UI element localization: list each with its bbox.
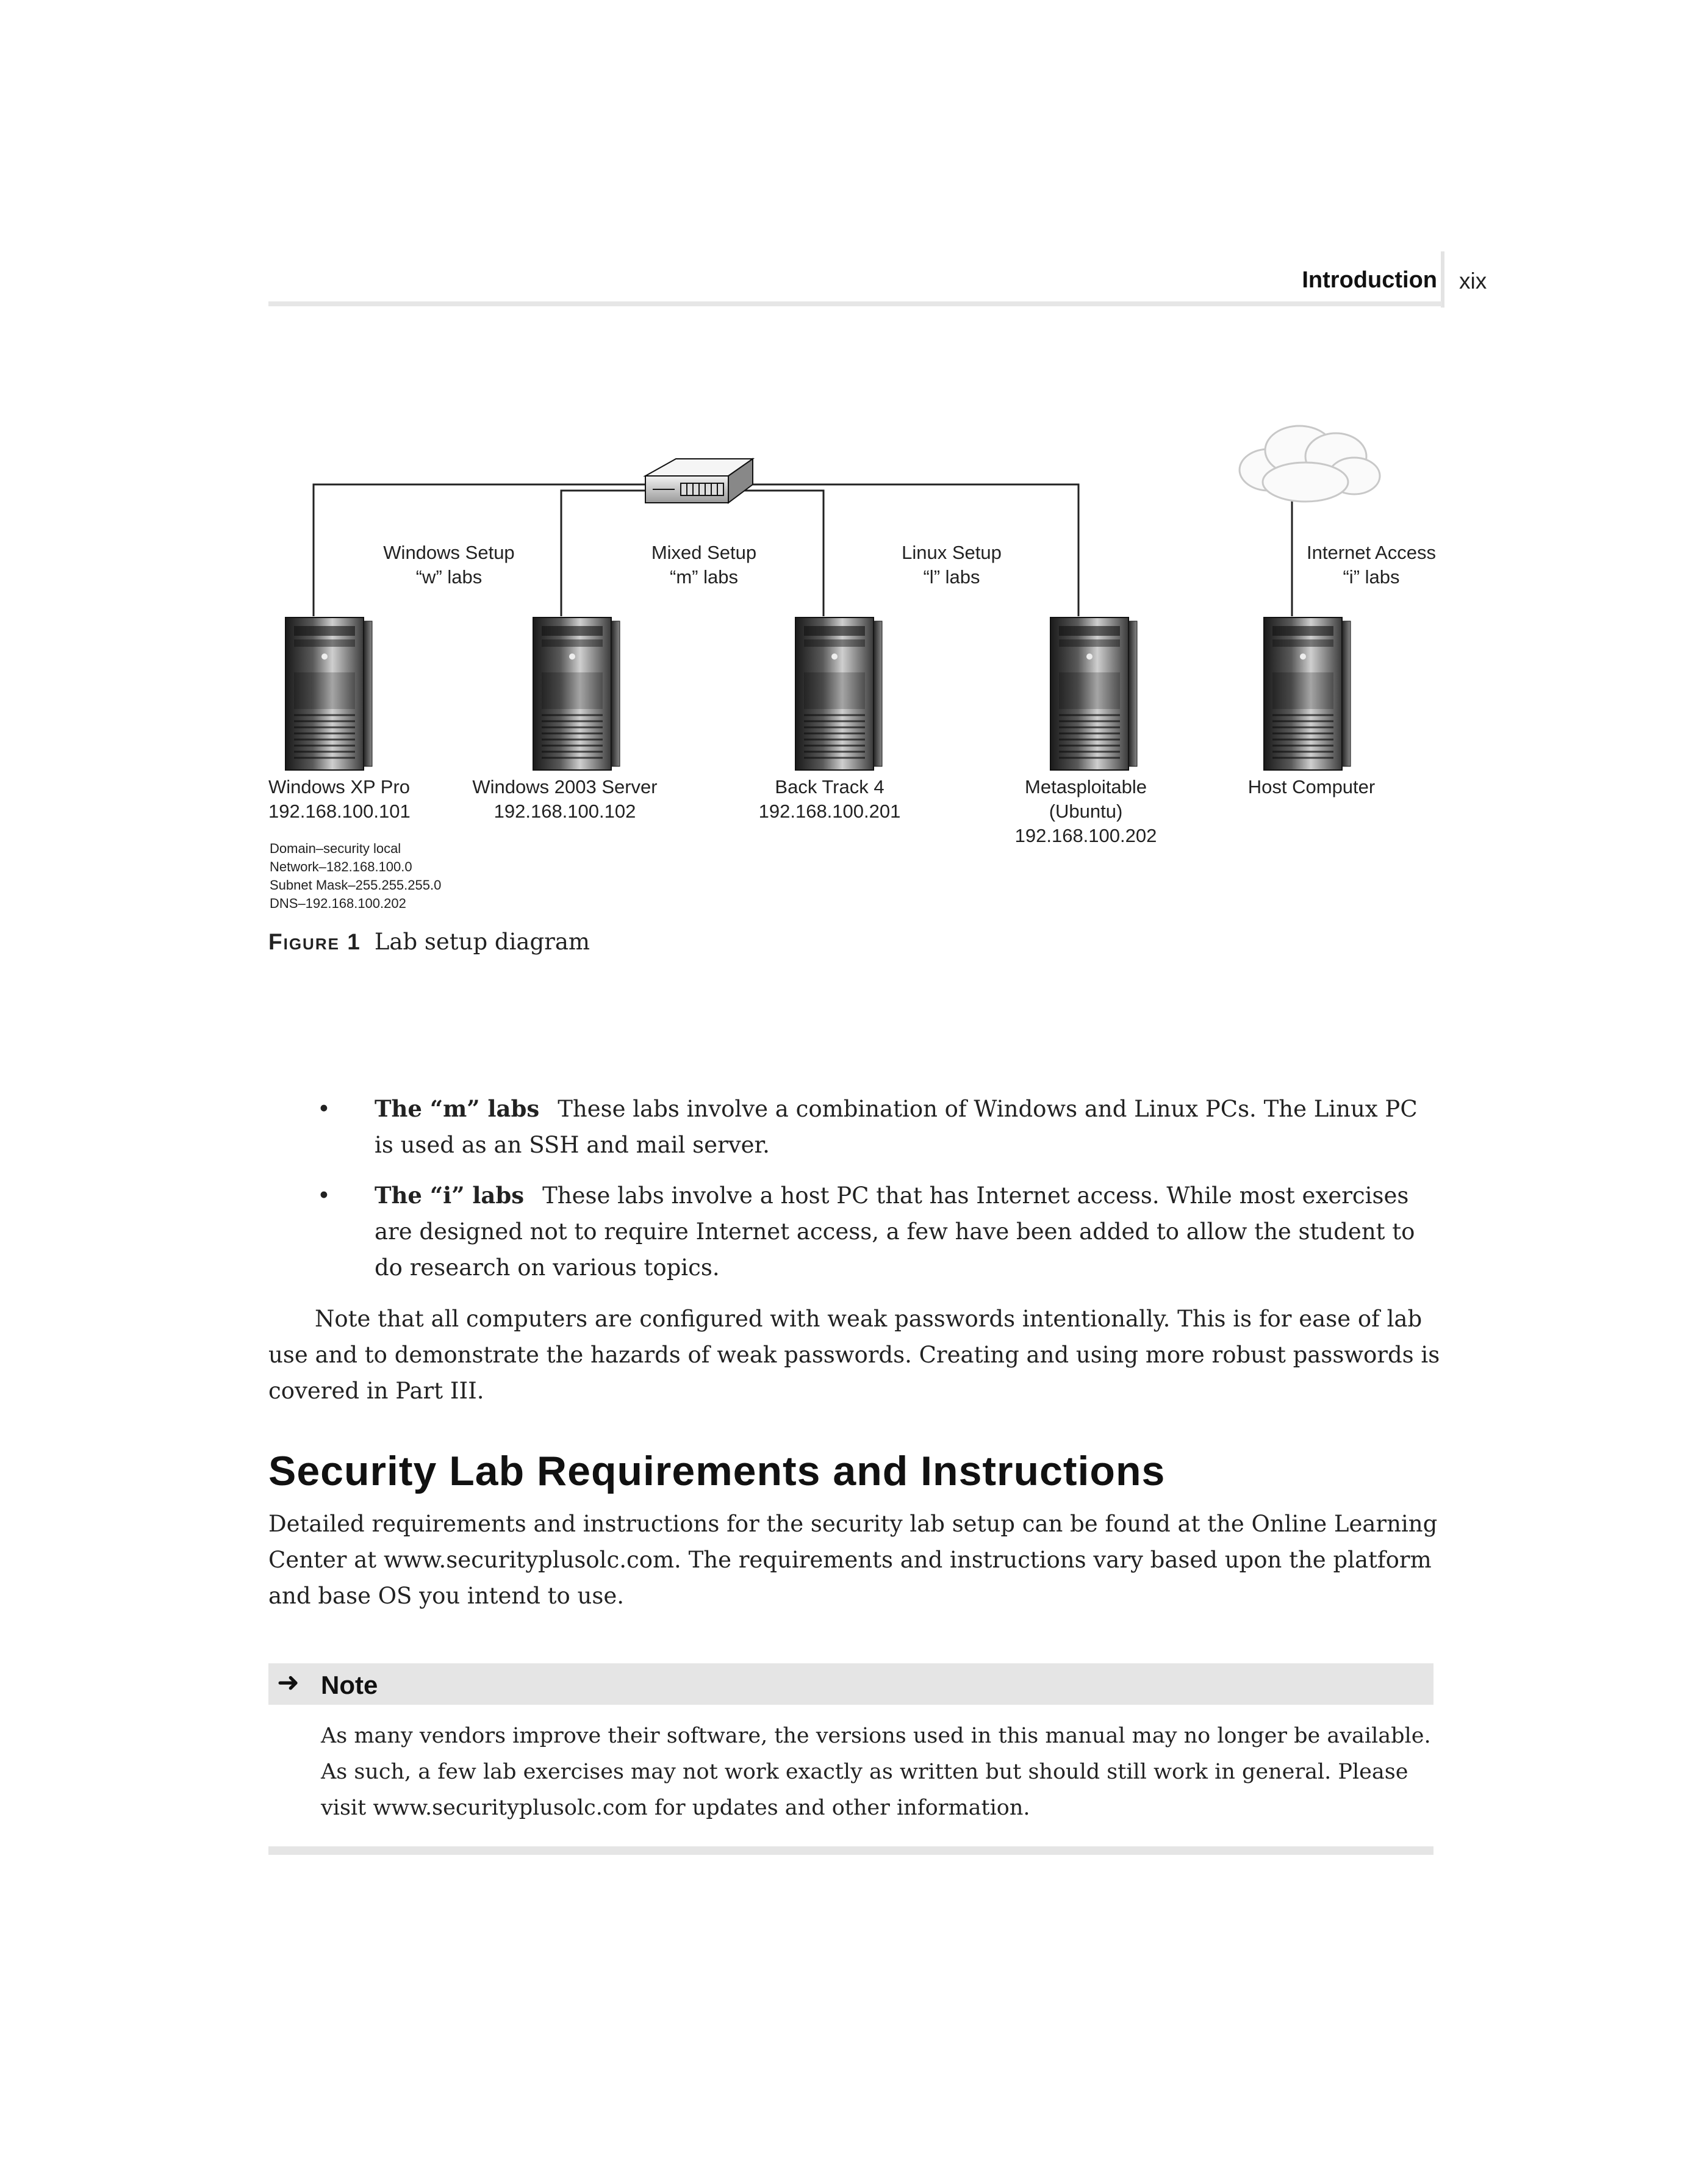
segment-labs: “i” labs [1343, 566, 1400, 588]
server-tower-icon [1264, 617, 1351, 770]
network-info-line: Subnet Mask–255.255.255.0 [270, 877, 442, 893]
segment-name: Mixed Setup [651, 542, 757, 563]
figure-caption [268, 929, 590, 955]
note-body: As many vendors improve their software, the versions used in this manual may no longer be available. As such, a few lab exercises may not work exactly as written but should still work in general. Please visit www.securityplusolc.com for updates and other information. [321, 1724, 1431, 1820]
server-tower-icon [533, 617, 620, 770]
segment-name: Internet Access [1307, 542, 1436, 563]
computer-name: Host Computer [1247, 776, 1376, 797]
computer-ip: 192.168.100.102 [493, 801, 636, 822]
bullet-term: The “i” labs [375, 1182, 525, 1209]
segment-labs: “m” labs [670, 566, 738, 588]
computer-ip: 192.168.100.201 [758, 801, 901, 822]
internet-cloud-icon [1240, 426, 1380, 502]
header-separator [1441, 251, 1444, 308]
segment-name: Windows Setup [383, 542, 515, 563]
running-header-title: Introduction [1302, 267, 1437, 293]
arrow-right-icon: ➜ [277, 1668, 300, 1697]
segment-name: Linux Setup [902, 542, 1002, 563]
bullet-dot: • [317, 1182, 331, 1209]
network-info-line: DNS–192.168.100.202 [270, 896, 406, 911]
computer-name: Windows 2003 Server [472, 776, 658, 797]
bullet-text: These labs involve a combination of Windows and Linux PCs. The Linux PC is used as an SSH and mail server. [375, 1096, 1418, 1158]
segment-labs: “w” labs [415, 566, 483, 588]
note-title: Note [321, 1671, 378, 1699]
server-tower-icon [1050, 617, 1137, 770]
computer-name: Windows XP Pro [268, 776, 411, 797]
bullet-text: These labs involve a host PC that has Internet access. While most exercises are designed not to require Internet access, a few have been added to allow the student to do research on various topics. [375, 1182, 1415, 1281]
body-paragraph [268, 1301, 1446, 1409]
section-body: Detailed requirements and instructions for the security lab setup can be found at the Online Learning Center at www.securityplusolc.com. The requirements and instructions vary based upon the platform and base OS you intend to use. [268, 1511, 1438, 1609]
network-switch-icon [645, 459, 753, 503]
paragraph-text: Note that all computers are configured with weak passwords intentionally. This is for ease of lab use and to demonstrate the hazards of weak passwords. Creating and using more robust passwords is covered in Part III. [268, 1306, 1440, 1404]
bullet-dot: • [317, 1096, 331, 1122]
section-heading: Security Lab Requirements and Instructions [268, 1448, 1166, 1494]
computer-name: Metasploitable [1025, 776, 1147, 797]
computer-ip: 192.168.100.202 [1014, 825, 1157, 846]
figure-label: Figure 1 [268, 929, 361, 954]
figure-caption-text: Lab setup diagram [374, 929, 590, 955]
network-info-line: Network–182.168.100.0 [270, 859, 412, 874]
header-rule [268, 301, 1442, 306]
segment-labs: “l” labs [923, 566, 980, 588]
server-tower-icon [285, 617, 372, 770]
note-bottom-rule [268, 1846, 1434, 1855]
note-header-bar [268, 1663, 1434, 1705]
computer-name: Back Track 4 [775, 776, 884, 797]
page-number: xix [1459, 268, 1487, 293]
computer-ip: 192.168.100.101 [268, 801, 411, 822]
bullet-term: The “m” labs [375, 1095, 540, 1122]
lab-setup-diagram [262, 391, 1458, 927]
network-info-line: Domain–security local [270, 841, 401, 856]
computer-subtitle: (Ubuntu) [1049, 801, 1123, 822]
server-tower-icon [795, 617, 882, 770]
